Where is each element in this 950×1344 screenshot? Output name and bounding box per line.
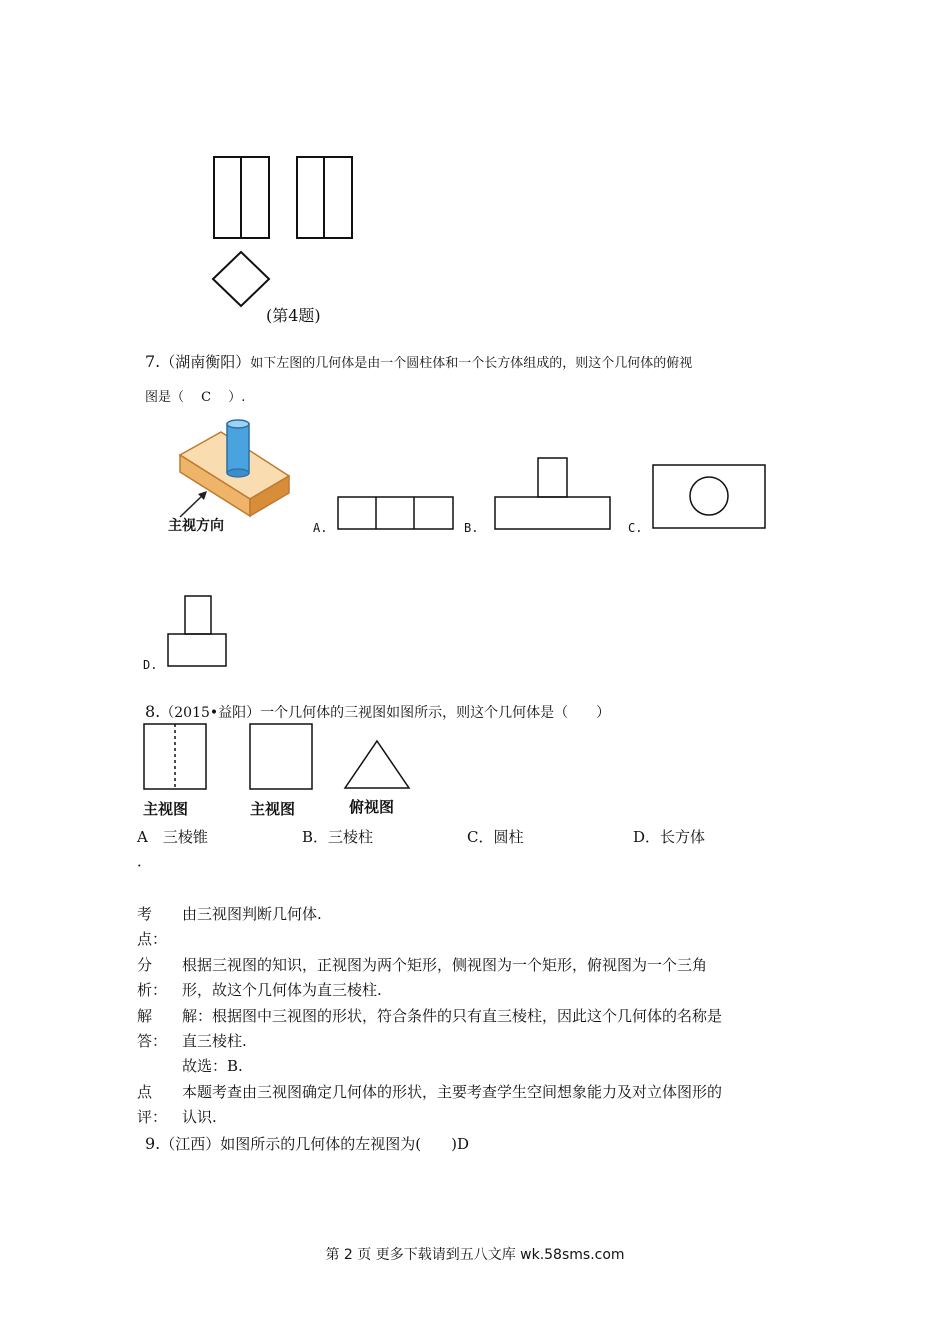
q8-front-view	[144, 724, 206, 789]
q7-stem-text: 如下左图的几何体是由一个圆柱体和一个长方体组成的，则这个几何体的俯视	[250, 356, 693, 371]
q8-kaodian-label-1: 考	[137, 905, 153, 923]
q8-view-label-3: 俯视图	[349, 798, 395, 816]
q7-source: （湖南衡阳）	[160, 353, 251, 371]
q8-side-view	[250, 724, 312, 789]
q8-jieda-label-2: 答：	[137, 1032, 168, 1050]
q7-number: 7.	[145, 352, 161, 371]
q7-option-a-label: A.	[313, 521, 328, 535]
q8-fenxi-label-2: 析：	[137, 981, 168, 999]
q7-direction-label: 主视方向	[168, 518, 224, 534]
q8-dianping-line-1: 本题考查由三视图确定几何体的形状，主要考查学生空间想象能力及对立体图形的	[182, 1083, 723, 1101]
q8-stem-text: （2015•益阳）一个几何体的三视图如图所示，则这个几何体是（ ）	[160, 705, 611, 721]
q8-dianping-line-2: 认识.	[182, 1108, 217, 1126]
q9-stem-text: （江西）如图所示的几何体的左视图为( )D	[160, 1135, 469, 1153]
page-footer: 第 2 页 更多下载请到五八文库 wk.58sms.com	[325, 1247, 625, 1263]
q9-stem	[145, 1134, 469, 1154]
q8-fenxi-line-2: 形，故这个几何体为直三棱柱.	[182, 981, 382, 999]
q7-option-c-label: C.	[628, 521, 643, 535]
q8-fenxi-label-1: 分	[137, 956, 153, 974]
q8-option-dot: ．	[137, 852, 153, 870]
q4-caption: (第4题)	[266, 306, 321, 325]
q8-view-label-1: 主视图	[143, 800, 189, 818]
q8-jieda-label-1: 解	[137, 1007, 153, 1025]
q8-jieda-line-2: 直三棱柱.	[182, 1032, 247, 1050]
q8-top-view	[345, 741, 409, 788]
q7-option-d-label: D.	[143, 658, 158, 672]
q8-dianping-label-2: 评：	[137, 1108, 168, 1126]
q8-fenxi-line-1: 根据三视图的知识，正视图为两个矩形，侧视图为一个矩形，俯视图为一个三角	[182, 956, 708, 974]
q8-jieda-line-3: 故选：B.	[182, 1057, 243, 1075]
q8-option-d: D．长方体	[633, 828, 706, 846]
q8-option-c: C．圆柱	[467, 828, 524, 846]
q8-number: 8.	[145, 702, 161, 721]
q8-dianping-label-1: 点	[137, 1083, 153, 1101]
q8-option-b: B．三棱柱	[302, 828, 374, 846]
q7-option-b-label: B.	[464, 521, 479, 535]
q8-kaodian-label-2: 点：	[137, 930, 168, 948]
q8-option-a: A 三棱锥	[137, 828, 208, 846]
q8-kaodian-text: 由三视图判断几何体.	[182, 905, 322, 923]
q7-stem-line2: 图是（ C ）.	[145, 390, 246, 405]
q9-number: 9.	[145, 1134, 161, 1153]
q8-jieda-line-1: 解：根据图中三视图的形状，符合条件的只有直三棱柱，因此这个几何体的名称是	[182, 1007, 723, 1025]
q8-view-label-2: 主视图	[250, 800, 296, 818]
